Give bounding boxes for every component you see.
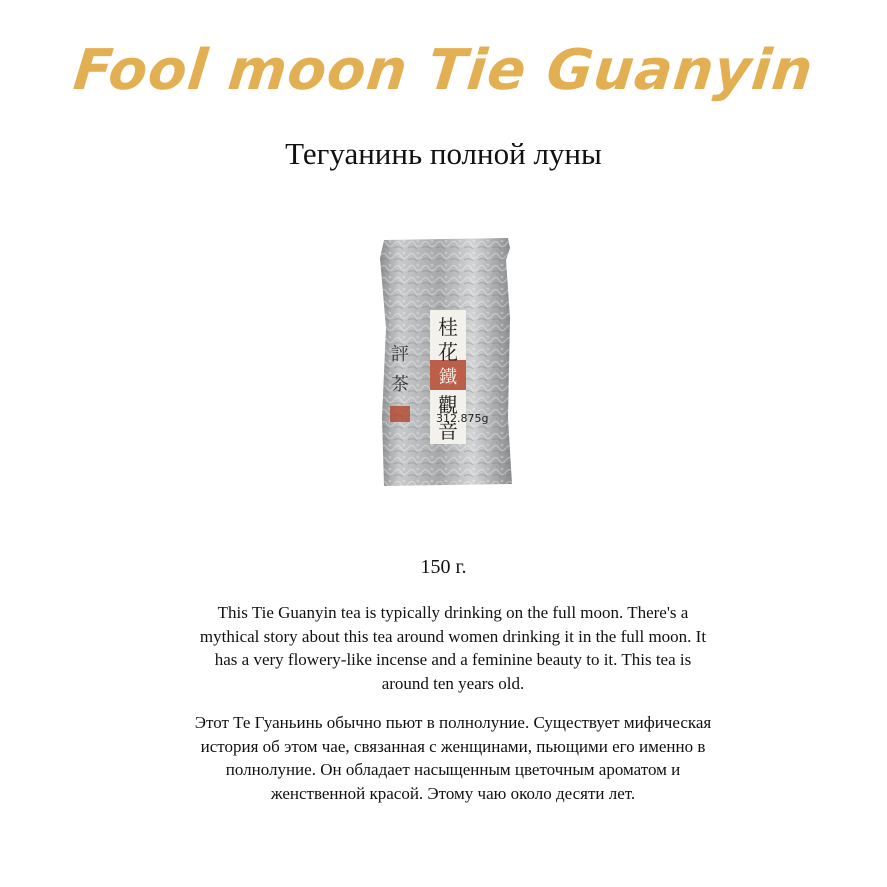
side-char: 茶 (391, 374, 409, 395)
label-char: 鐵 (439, 367, 457, 388)
description-en: This Tie Guanyin tea is typically drinking on the full moon. There's a mythical story about this tea around women drinking it in the full moon. It has a very flowery-like incense and a feminine beauty to it. This tea is around ten years old. (199, 603, 707, 693)
side-char: 評 (391, 344, 409, 365)
label-char: 觀 (438, 393, 458, 417)
label-char: 花 (438, 340, 458, 364)
product-title-en: Fool moon Tie Guanyin (70, 38, 817, 103)
weight-mark: 312.875g (436, 412, 489, 425)
description-ru: Этот Те Гуаньинь обычно пьют в полнолуние. Существует мифическая история об этом чае, связанная с женщинами, пьющими его именно в полнолуние. Он обладает насыщенным цветочным ароматом и женственной красой. Этому чаю около десяти лет. (194, 713, 712, 803)
label-char: 音 (438, 419, 458, 443)
product-title-ru: Тегуанинь полной луны (285, 136, 602, 171)
label-char: 桂 (438, 315, 458, 339)
product-weight: 150 г. (420, 556, 467, 578)
tea-package-image (380, 238, 514, 488)
